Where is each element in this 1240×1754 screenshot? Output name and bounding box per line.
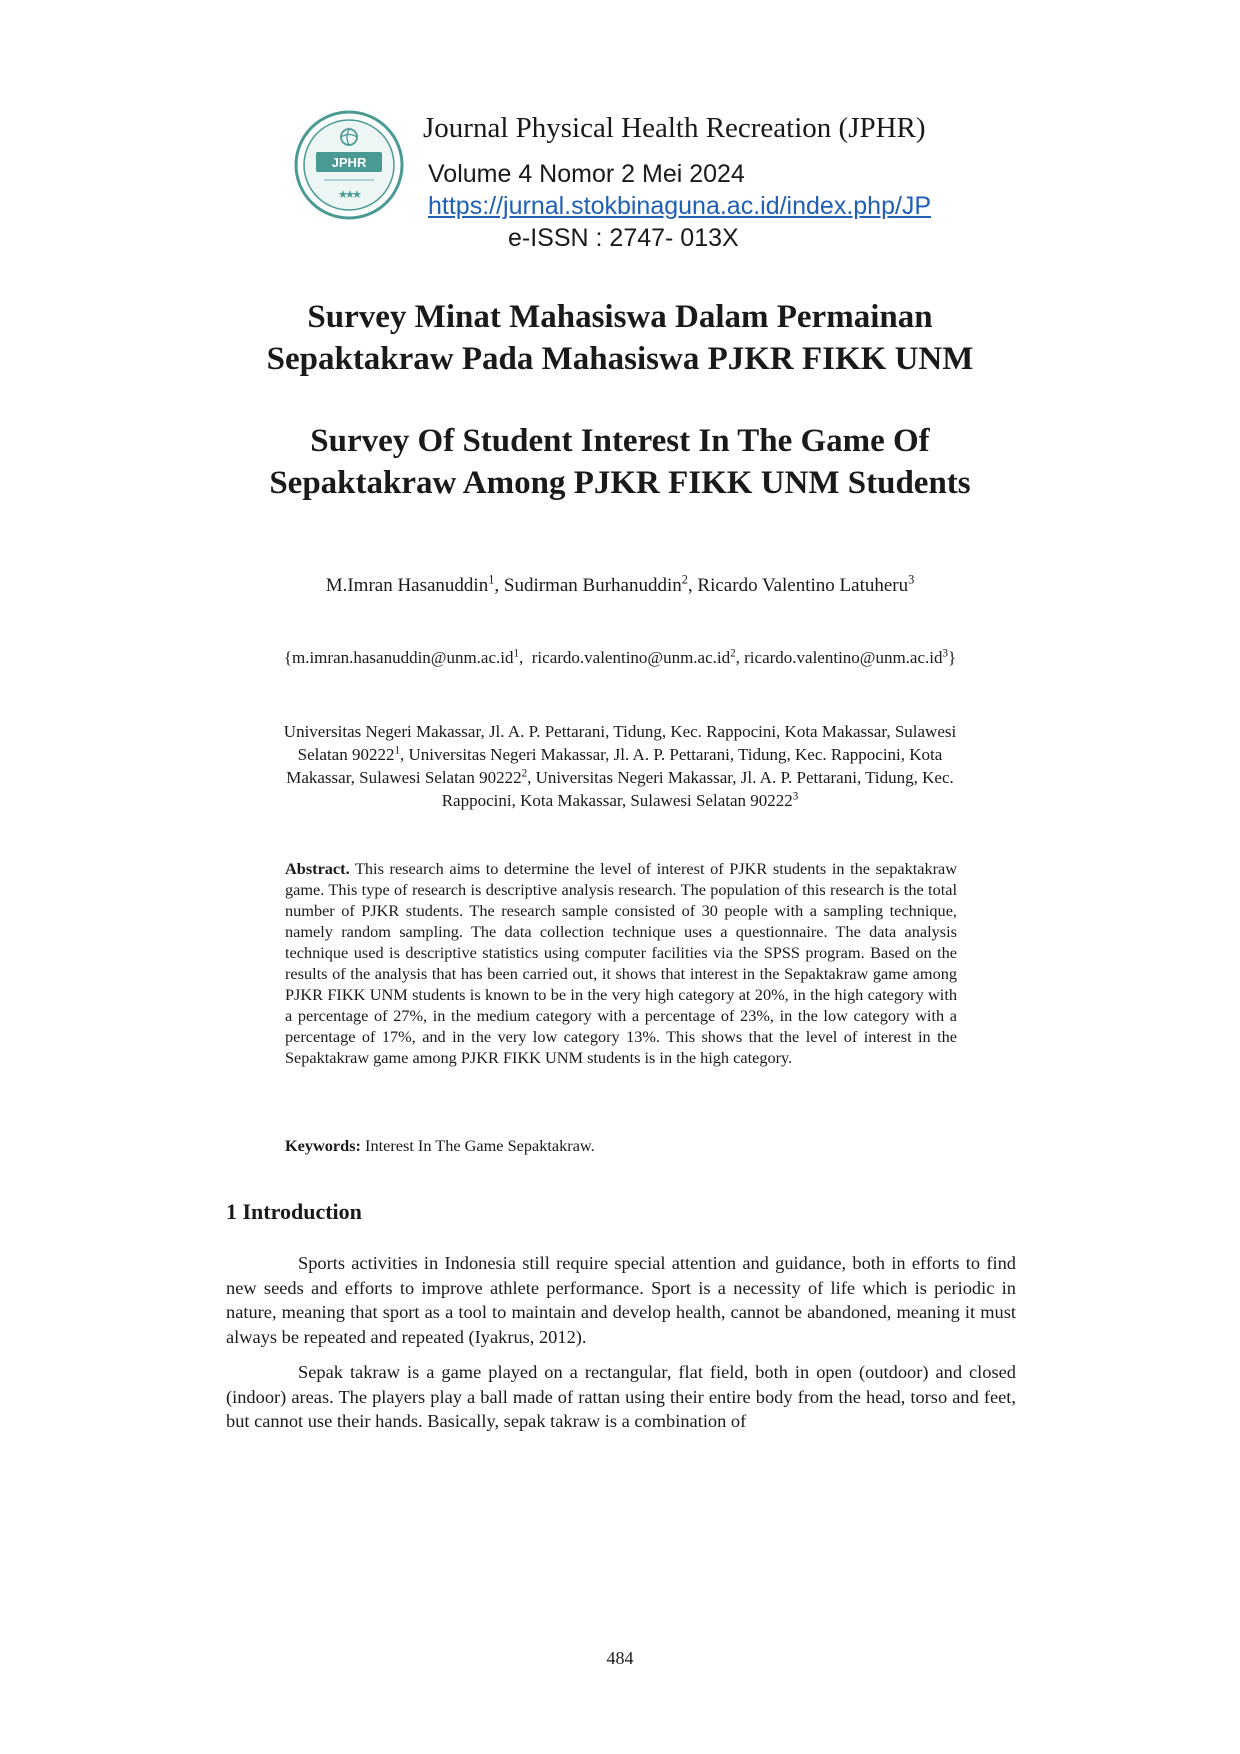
- title-line: Survey Minat Mahasiswa Dalam Permainan: [307, 299, 933, 335]
- paper-title-english: [210, 420, 1030, 504]
- affiliation-line: Universitas Negeri Makassar, Jl. A. P. Pettarani, Tidung, Kec. Rappocini, Kota Makassar, Sulawesi: [283, 722, 957, 741]
- author-name: Ricardo Valentino Latuheru: [697, 575, 909, 596]
- author-emails: {$m.imran.hasanuddin@unm.ac.id^1$, $ricardo.valentino@unm.ac.id^2$, $ricardo.valentino@unm.ac.id^3$}: [283, 647, 957, 667]
- logo-text: JPHR: [331, 155, 367, 170]
- keywords-label: Keywords:: [285, 1136, 361, 1155]
- email-address: ricardo.valentino@unm.ac.id: [531, 648, 731, 667]
- body-paragraph: Sepak takraw is a game played on a rectangular, flat field, both in open (outdoor) and closed (indoor) areas. The players play a ball made of rattan using their entire body from the head, torso and feet, but cannot use their hands. Basically, sepak takraw is a combination of: [226, 1362, 1016, 1431]
- paper-title-indonesian: [210, 296, 1030, 380]
- star-icon: ★: [338, 189, 348, 201]
- affiliation-line: Makassar, Sulawesi Selatan 90222$^2$, Universitas Negeri Makassar, Jl. A. P. Pettarani, Tidung, Kec.: [286, 767, 954, 787]
- keywords-text: Interest In The Game Sepaktakraw.: [360, 1136, 595, 1155]
- author-name: Sudirman Burhanuddin: [503, 575, 682, 596]
- abstract-text: This research aims to determine the level of interest of PJKR students in the sepaktakraw game. This type of research is descriptive analysis research. The population of this research is the total number of PJKR students. The research sample consisted of 30 people with a sampling technique, namely random sampling. The data collection technique uses a questionnaire. The data analysis technique used is descriptive statistics using computer facilities via the SPSS program. Based on the results of the analysis that has been carried out, it shows that interest in the Sepaktakraw game among PJKR FIKK UNM students is known to be in the very high category at 20%, in the high category with a percentage of 27%, in the medium category with a percentage of 23%, in the low category with a percentage of 17%, and in the very low category 13%. This shows that the level of interest in the Sepaktakraw game among PJKR FIKK UNM students is in the high category.: [285, 859, 957, 1067]
- keywords: [285, 1136, 595, 1156]
- affiliation-line: Selatan 90222$^1$, Universitas Negeri Makassar, Jl. A. P. Pettarani, Tidung, Kec. Rappocini, Kota: [297, 744, 943, 764]
- affiliation-line: Rappocini, Kota Makassar, Sulawesi Selatan 90222$^3$: [441, 790, 799, 810]
- title-line: Sepaktakraw Pada Mahasiswa PJKR FIKK UNM: [266, 341, 974, 377]
- title-line: Sepaktakraw Among PJKR FIKK UNM Students: [269, 465, 971, 501]
- journal-volume: Volume 4 Nomor 2 Mei 2024: [428, 160, 745, 188]
- star-icon: ★: [345, 189, 355, 201]
- journal-logo: [294, 110, 404, 220]
- email-address: ricardo.valentino@unm.ac.id: [744, 648, 943, 667]
- page-number: 484: [606, 1648, 634, 1668]
- title-line: Survey Of Student Interest In The Game Of: [310, 423, 930, 459]
- email-address: m.imran.hasanuddin@unm.ac.id: [291, 648, 514, 667]
- journal-title: Journal Physical Health Recreation (JPHR): [423, 112, 926, 144]
- author-list: M.Imran Hasanuddin$^1$, Sudirman Burhanuddin$^2$, Ricardo Valentino Latuheru$^3$: [325, 572, 915, 596]
- abstract-label: Abstract.: [285, 859, 350, 878]
- body-paragraph: Sports activities in Indonesia still require special attention and guidance, both in efforts to find new seeds and efforts to improve athlete performance. Sport is a necessity of life which is periodic in nature, meaning that sport as a tool to maintain and develop health, cannot be abandoned, meaning it must always be repeated and repeated (Iyakrus, 2012).: [226, 1253, 1016, 1347]
- section-heading-introduction: 1 Introduction: [226, 1199, 362, 1224]
- author-affil-mark: 2: [681, 572, 688, 587]
- abstract: [285, 858, 957, 1068]
- journal-url-link[interactable]: https://jurnal.stokbinaguna.ac.id/index.php/JP: [428, 192, 932, 220]
- author-affil-mark: 3: [908, 572, 915, 587]
- star-icon: ★: [352, 189, 362, 201]
- author-name: M.Imran Hasanuddin: [325, 575, 489, 596]
- journal-issn: e-ISSN : 2747- 013X: [508, 224, 739, 252]
- author-affiliations: [230, 720, 1010, 812]
- author-affil-mark: 1: [488, 572, 495, 587]
